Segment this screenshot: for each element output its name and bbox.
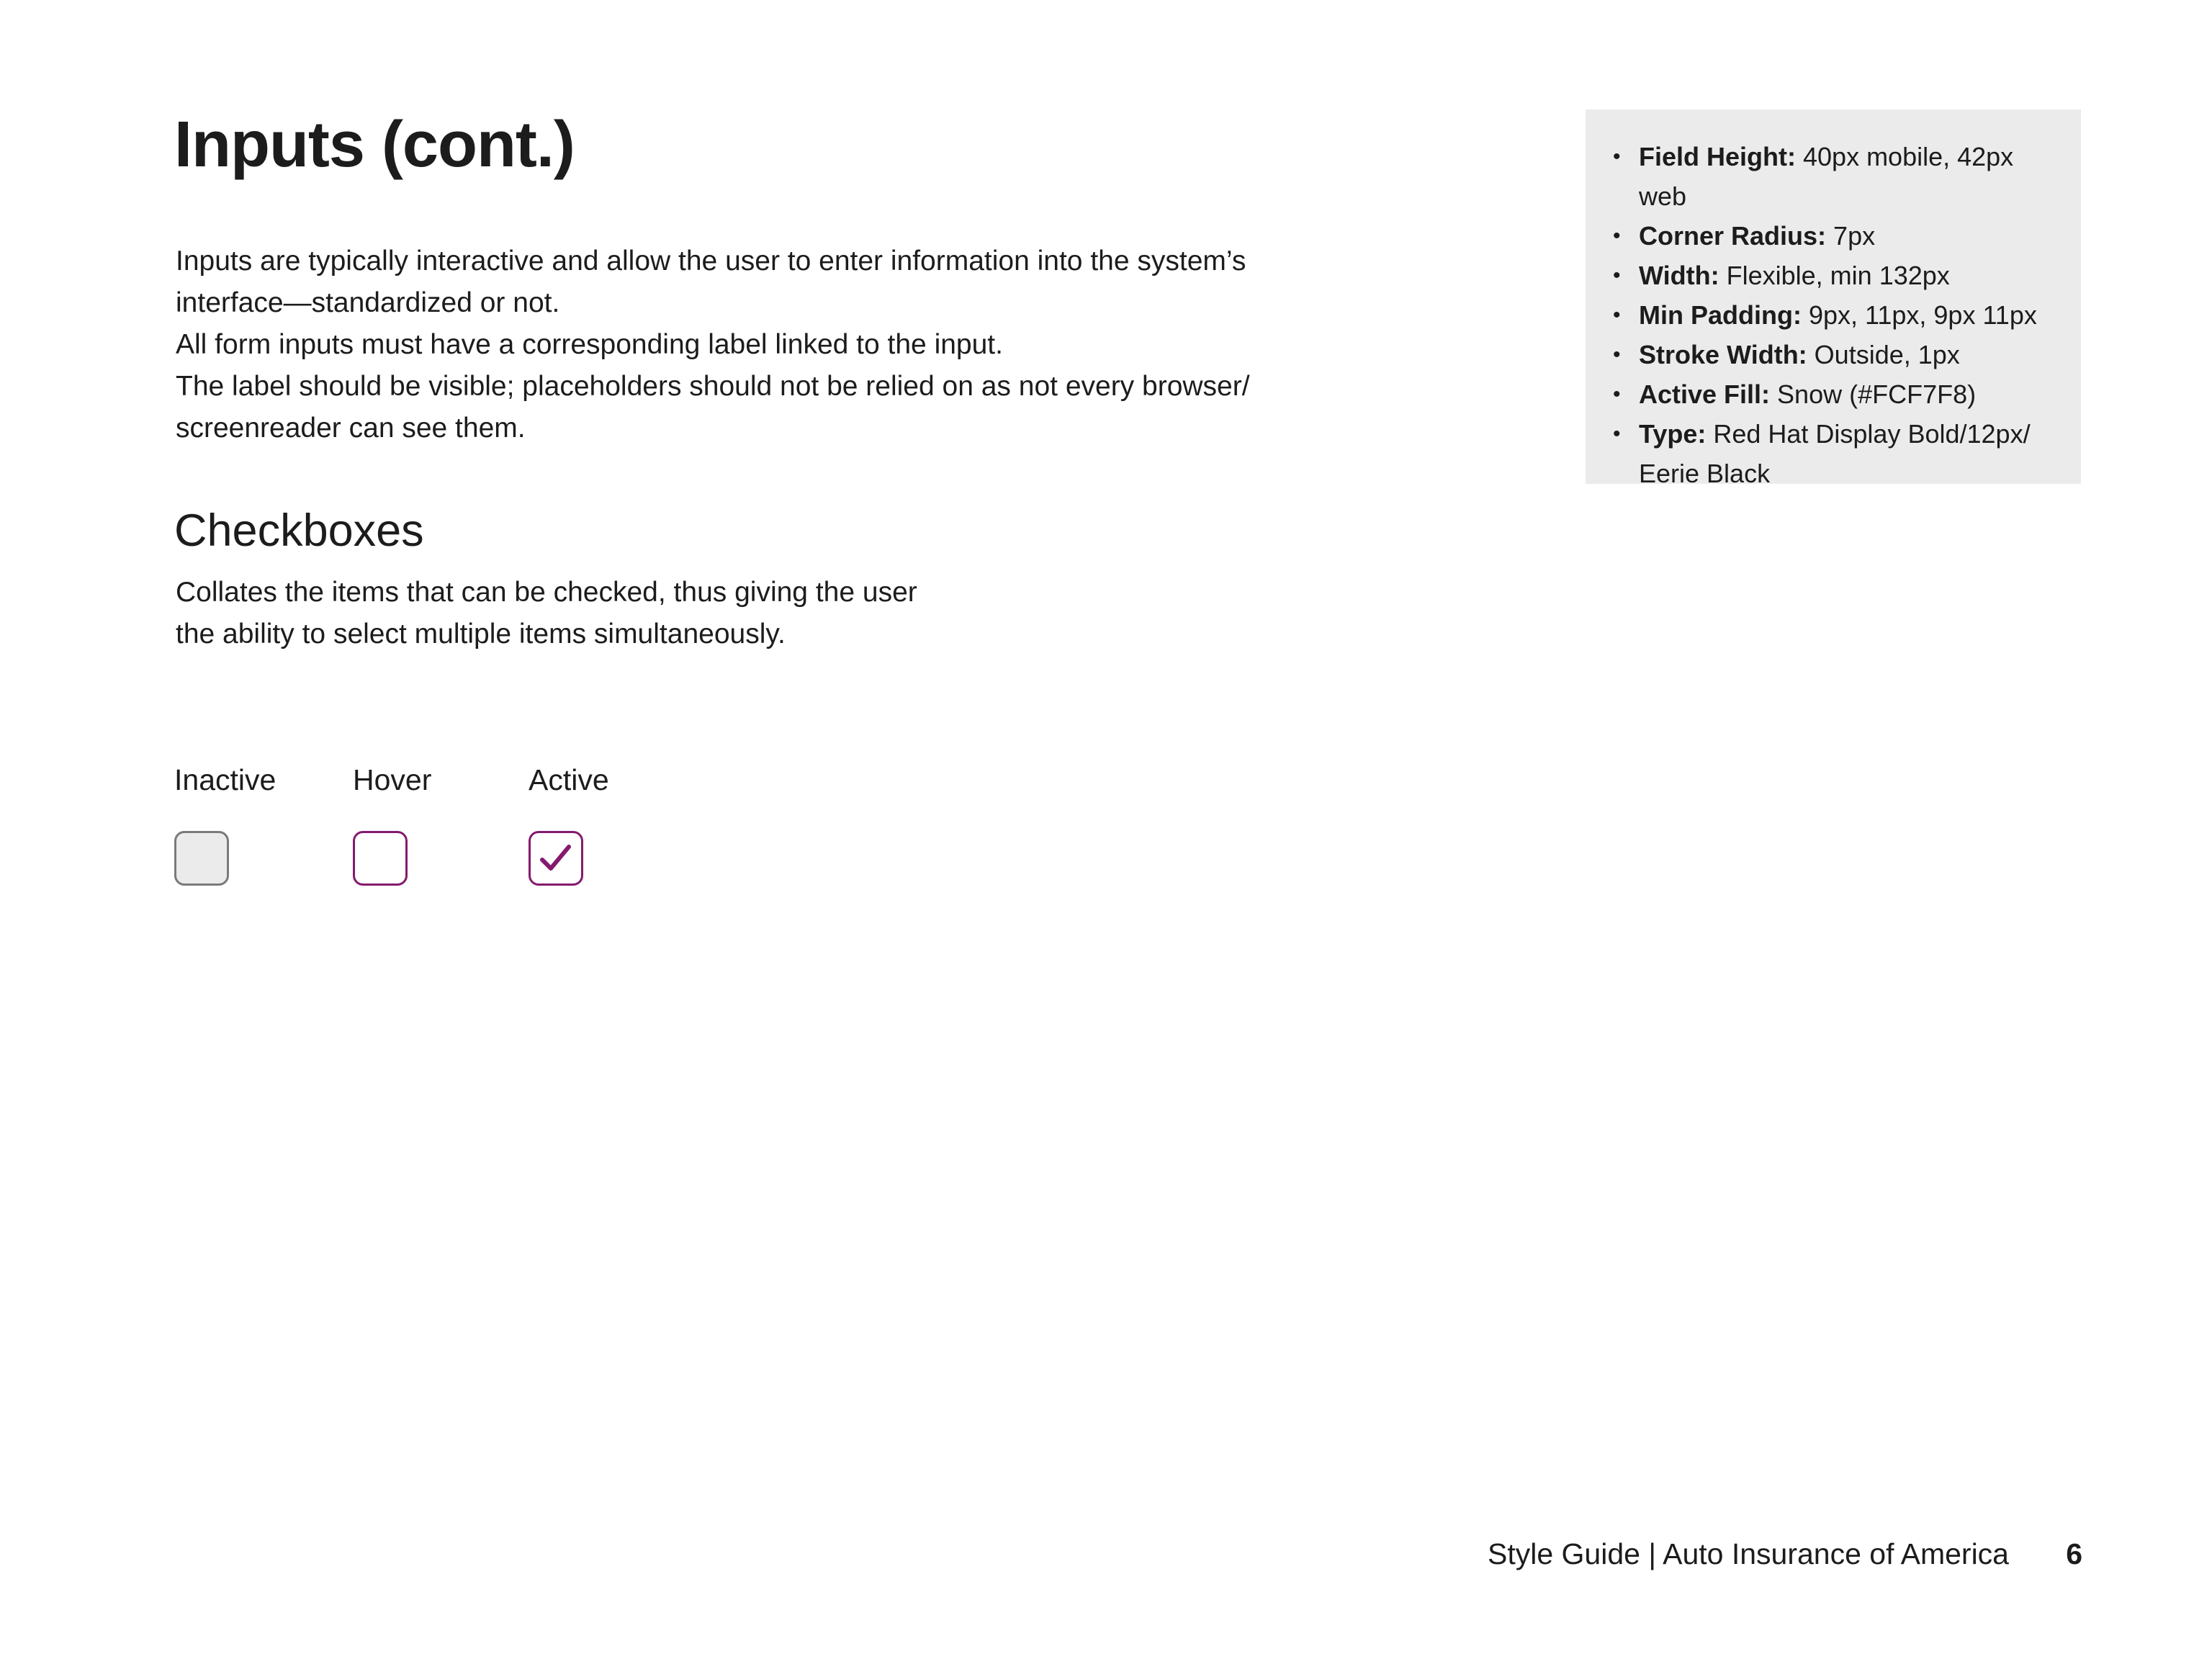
checkbox-active[interactable] bbox=[529, 831, 583, 886]
spec-corner-radius bbox=[1611, 216, 2067, 256]
spec-stroke-width bbox=[1611, 335, 2067, 374]
spec-width bbox=[1611, 256, 2067, 295]
spec-type bbox=[1611, 414, 2067, 493]
page-number: 6 bbox=[2066, 1537, 2082, 1570]
spec-value: Snow (#FCF7F8) bbox=[1770, 379, 1977, 409]
checkbox-state-active bbox=[529, 762, 609, 798]
intro-line: The label should be visible; placeholders should not be relied on as not every browser/ bbox=[176, 371, 1250, 402]
spec-key: Active Fill: bbox=[1639, 379, 1771, 409]
spec-value: Red Hat Display Bold/12px/ Eerie Black bbox=[1639, 419, 2031, 488]
intro-line: screenreader can see them. bbox=[176, 413, 526, 444]
description-line: the ability to select multiple items simultaneously. bbox=[176, 619, 786, 649]
checkbox-hover[interactable] bbox=[353, 831, 408, 886]
checkmark-icon bbox=[538, 840, 574, 876]
intro-line: interface—standardized or not. bbox=[176, 287, 560, 318]
intro-line: Inputs are typically interactive and allow the user to enter information into the system’s bbox=[176, 246, 1246, 276]
spec-key: Type: bbox=[1639, 419, 1707, 449]
checkboxes-description bbox=[176, 572, 1040, 655]
state-label-inactive: Inactive bbox=[174, 763, 276, 796]
spec-value: Flexible, min 132px bbox=[1719, 261, 1950, 290]
spec-value: Outside, 1px bbox=[1807, 340, 1960, 369]
spec-value: 9px, 11px, 9px 11px bbox=[1801, 300, 2037, 330]
spec-box bbox=[1586, 109, 2081, 488]
intro-paragraph bbox=[176, 240, 1414, 449]
footer-title: Style Guide | Auto Insurance of America bbox=[1488, 1537, 2009, 1570]
description-line: Collates the items that can be checked, thus giving the user bbox=[176, 577, 917, 608]
spec-value: 7px bbox=[1826, 221, 1876, 251]
spec-key: Field Height: bbox=[1639, 142, 1796, 171]
spec-key: Corner Radius: bbox=[1639, 221, 1827, 251]
spec-key: Min Padding: bbox=[1639, 300, 1802, 330]
spec-key: Width: bbox=[1639, 261, 1719, 290]
checkbox-state-hover bbox=[353, 762, 431, 798]
spec-active-fill bbox=[1611, 374, 2067, 414]
spec-field-height bbox=[1611, 137, 2067, 216]
spec-min-padding bbox=[1611, 295, 2067, 335]
state-label-active: Active bbox=[529, 763, 609, 796]
checkbox-inactive[interactable] bbox=[174, 831, 229, 886]
spec-list bbox=[1611, 137, 2067, 493]
checkbox-state-inactive bbox=[174, 762, 276, 798]
intro-line: All form inputs must have a corresponding label linked to the input. bbox=[176, 329, 1003, 360]
spec-key: Stroke Width: bbox=[1639, 340, 1807, 369]
page-title: Inputs (cont.) bbox=[174, 109, 575, 181]
spec-value: 40px mobile, 42px web bbox=[1639, 142, 2014, 211]
checkboxes-heading: Checkboxes bbox=[174, 505, 424, 556]
state-label-hover: Hover bbox=[353, 763, 432, 796]
